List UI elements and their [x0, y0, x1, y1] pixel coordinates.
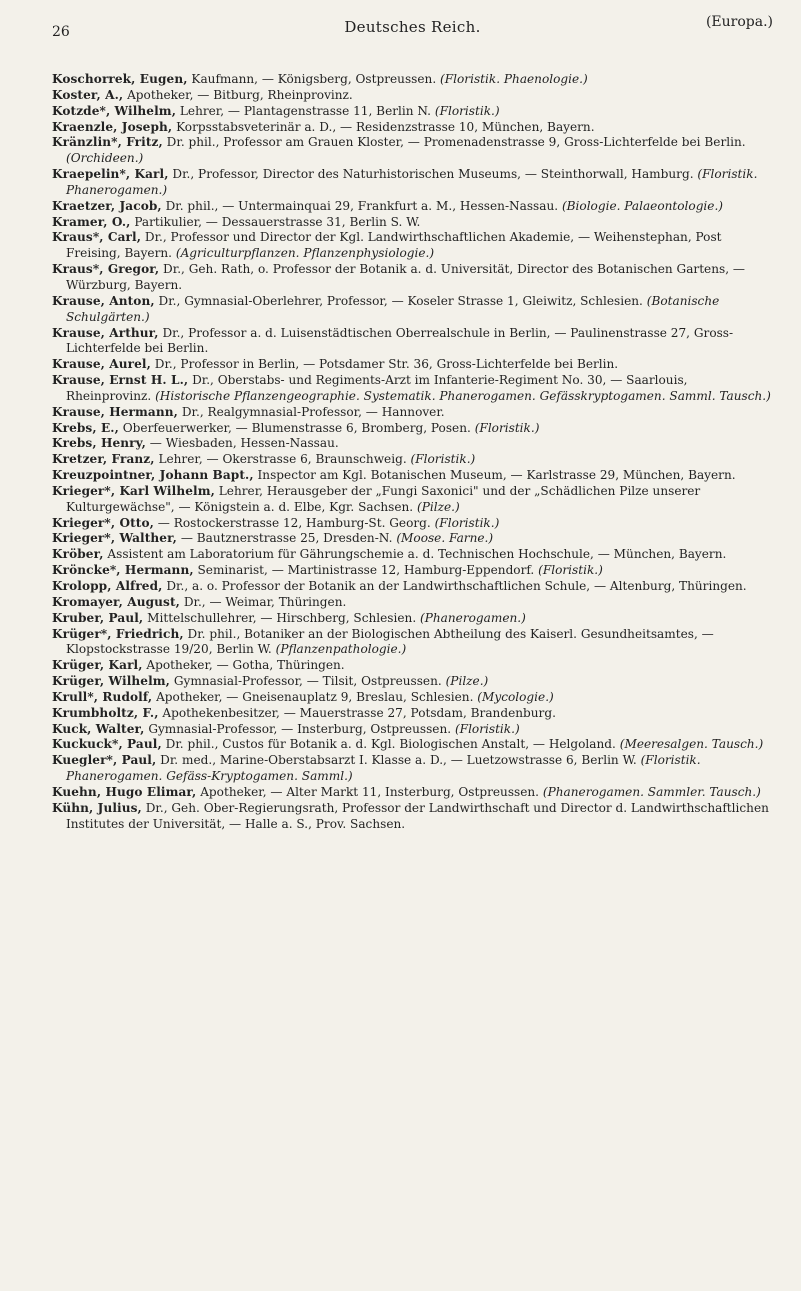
- directory-entry: [52, 785, 773, 801]
- entry-specialty: (Agriculturpflanzen. Pflanzenphysiologie.): [175, 246, 435, 261]
- entry-specialty: (Floristik.): [538, 563, 603, 578]
- directory-entry: [52, 436, 773, 452]
- entry-details: Dr., a. o. Professor der Botanik an der Landwirthschaftlichen Schule, — Altenburg, Thüringen.: [166, 579, 747, 593]
- entry-specialty: (Historische Pflanzengeographie. Systematik. Phanerogamen. Gefässkryptogamen. Samml. Tausch.): [155, 388, 771, 403]
- page-number: 26: [52, 24, 70, 40]
- entry-details: Partikulier, — Dessauerstrasse 31, Berlin S. W.: [134, 214, 421, 229]
- entry-specialty: (Floristik.): [454, 721, 520, 736]
- entry-name: Kraus*, Carl,: [52, 230, 142, 245]
- directory-entry: [52, 468, 773, 484]
- directory-entry: [52, 230, 773, 262]
- entry-details: Apothekenbesitzer, — Mauerstrasse 27, Potsdam, Brandenburg.: [162, 705, 556, 720]
- directory-entry: [52, 215, 773, 231]
- directory-entry: [52, 595, 773, 611]
- entry-details: Gymnasial-Professor, — Tilsit, Ostpreussen.: [173, 674, 442, 689]
- directory-entry: [52, 421, 773, 437]
- entry-details: Gymnasial-Professor, — Insterburg, Ostpreussen.: [148, 721, 452, 736]
- directory-entry: [52, 674, 773, 690]
- entry-name: Krause, Ernst H. L.,: [52, 373, 189, 388]
- entry-name: Krüger, Karl,: [52, 658, 143, 673]
- entry-details: Dr., Realgymnasial-Professor, — Hannover.: [181, 404, 445, 419]
- entry-name: Krebs, E.,: [52, 420, 119, 435]
- directory-entry: [52, 563, 773, 579]
- directory-entry: [52, 405, 773, 421]
- entry-name: Kuegler*, Paul,: [52, 753, 157, 768]
- entry-specialty: (Moose. Farne.): [396, 531, 494, 546]
- entry-name: Krüger*, Friedrich,: [52, 626, 184, 641]
- entry-details: Dr. phil., Botaniker an der Biologischen Abtheilung des Kaiserl. Gesundheitsamtes, — Klopstockstrasse 19/20, Berlin W.: [66, 626, 714, 657]
- entry-specialty: (Biologie. Palaeontologie.): [561, 198, 724, 213]
- entry-specialty: (Pflanzenpathologie.): [275, 642, 407, 657]
- entry-details: Assistent am Laboratorium für Gährungschemie a. d. Technischen Hochschule, — München, Bayern.: [107, 547, 727, 562]
- entry-specialty: (Orchideen.): [66, 151, 144, 166]
- entry-name: Kuckuck*, Paul,: [52, 737, 162, 752]
- entry-name: Kühn, Julius,: [52, 800, 142, 815]
- directory-entry: [52, 627, 773, 659]
- entry-details: — Rostockerstrasse 12, Hamburg-St. Georg.: [157, 515, 431, 530]
- directory-entry: [52, 737, 773, 753]
- entry-details: — Wiesbaden, Hessen-Nassau.: [149, 436, 339, 451]
- entry-name: Kreuzpointner, Johann Bapt.,: [52, 468, 254, 483]
- entry-name: Krieger*, Otto,: [52, 515, 154, 530]
- directory-entry: [52, 547, 773, 563]
- entry-specialty: (Floristik.): [434, 103, 500, 118]
- entry-name: Krause, Arthur,: [52, 325, 159, 340]
- entry-specialty: (Phanerogamen.): [420, 610, 526, 625]
- entry-details: Apotheker, — Gotha, Thüringen.: [146, 658, 345, 673]
- entry-name: Krause, Anton,: [52, 293, 155, 308]
- directory-entry: [52, 104, 773, 120]
- region-label: (Europa.): [705, 14, 773, 30]
- entry-specialty: (Floristik.): [434, 515, 500, 530]
- entry-details: — Bautznerstrasse 25, Dresden-N.: [180, 531, 393, 546]
- entry-specialty: (Botanische Schulgärten.): [66, 293, 720, 324]
- entry-specialty: (Floristik. Phanerogamen. Gefäss-Kryptogamen. Samml.): [66, 753, 701, 784]
- entry-name: Krumbholtz, F.,: [52, 705, 159, 720]
- entry-details: Dr. phil., — Untermainquai 29, Frankfurt a. M., Hessen-Nassau.: [165, 198, 559, 213]
- entry-name: Kruber, Paul,: [52, 610, 144, 625]
- entry-details: Dr., Geh. Rath, o. Professor der Botanik a. d. Universität, Director des Botanischen Gartens, — Würzburg, Bayern.: [66, 262, 745, 292]
- entry-name: Kretzer, Franz,: [52, 452, 155, 467]
- entry-details: Inspector am Kgl. Botanischen Museum, — Karlstrasse 29, München, Bayern.: [257, 468, 736, 483]
- directory-entry: [52, 326, 773, 358]
- entry-name: Krönckе*, Hermann,: [52, 563, 194, 578]
- entry-specialty: (Floristik. Phaenologie.): [440, 72, 588, 86]
- directory-entry: [52, 199, 773, 215]
- directory-entry: [52, 722, 773, 738]
- entry-name: Koster, A.,: [52, 87, 124, 102]
- entry-name: Krieger*, Walther,: [52, 531, 177, 546]
- directory-entry: [52, 72, 773, 88]
- running-title: Deutsches Reich.: [344, 18, 481, 36]
- entry-details: Dr., Professor in Berlin, — Potsdamer Str. 36, Gross-Lichterfelde bei Berlin.: [154, 357, 619, 372]
- entry-details: Dr., Gymnasial-Oberlehrer, Professor, — Koseler Strasse 1, Gleiwitz, Schlesien.: [158, 293, 643, 308]
- entry-name: Krebs, Henry,: [52, 436, 146, 451]
- directory-entry: [52, 706, 773, 722]
- entry-name: Koschorrek, Eugen,: [52, 72, 188, 86]
- directory-entry: [52, 294, 773, 326]
- directory-entry: [52, 801, 773, 833]
- entry-specialty: (Pilze.): [445, 674, 489, 689]
- directory-entry: [52, 373, 773, 405]
- entry-name: Kuehn, Hugo Elimar,: [52, 784, 197, 799]
- entry-details: Mittelschullehrer, — Hirschberg, Schlesien.: [147, 610, 417, 625]
- entry-details: Apotheker, — Bitburg, Rheinprovinz.: [127, 87, 353, 102]
- directory-entry: [52, 690, 773, 706]
- directory-entry: [52, 531, 773, 547]
- entry-specialty: (Floristik.): [474, 420, 540, 435]
- entry-details: Dr. phil., Professor am Grauen Kloster, — Promenadenstrasse 9, Gross-Lichterfelde bei Berlin.: [166, 135, 746, 150]
- entry-specialty: (Floristik. Phanerogamen.): [66, 167, 758, 197]
- entry-details: Lehrer, Herausgeber der „Fungi Saxonici" und der „Schädlichen Pilze unserer Kulturgewächse", — Königstein a. d. Elbe, Kgr. Sachsen.: [66, 483, 701, 514]
- entry-name: Kotzde*, Wilhelm,: [52, 103, 177, 118]
- directory-entry: [52, 658, 773, 674]
- directory-entry: [52, 262, 773, 294]
- directory-entry: [52, 753, 773, 785]
- entry-details: Apotheker, — Alter Markt 11, Insterburg, Ostpreussen.: [200, 784, 540, 799]
- entry-details: Lehrer, — Okerstrasse 6, Braunschweig.: [158, 452, 407, 467]
- directory-entry: [52, 452, 773, 468]
- entry-name: Kromayer, August,: [52, 594, 180, 609]
- entry-specialty: (Floristik.): [410, 452, 476, 467]
- entry-details: Apotheker, — Gneisenauplatz 9, Breslau, Schlesien.: [156, 689, 474, 704]
- directory-entries: [52, 72, 773, 833]
- entry-specialty: (Phanerogamen. Sammler. Tausch.): [542, 784, 761, 799]
- directory-entry: [52, 516, 773, 532]
- directory-entry: [52, 167, 773, 199]
- entry-name: Kuck, Walter,: [52, 721, 145, 736]
- entry-specialty: (Pilze.): [417, 499, 460, 514]
- entry-details: Kaufmann, — Königsberg, Ostpreussen.: [191, 72, 437, 86]
- entry-name: Kraetzer, Jacob,: [52, 198, 162, 213]
- directory-entry: [52, 611, 773, 627]
- entry-name: Kröber,: [52, 547, 104, 562]
- entry-details: Oberfeuerwerker, — Blumenstrasse 6, Bromberg, Posen.: [122, 420, 471, 435]
- entry-name: Krieger*, Karl Wilhelm,: [52, 483, 215, 498]
- entry-details: Dr., Professor und Director der Kgl. Landwirthschaftlichen Akademie, — Weihenstephan, Post Freising, Bayern.: [66, 230, 722, 261]
- entry-details: Seminarist, — Martinistrasse 12, Hamburg-Eppendorf.: [197, 563, 535, 578]
- entry-specialty: (Mycologie.): [477, 689, 554, 704]
- entry-details: Lehrer, — Plantagenstrasse 11, Berlin N.: [179, 103, 432, 118]
- directory-entry: [52, 135, 773, 167]
- entry-specialty: (Meeresalgen. Tausch.): [619, 737, 764, 752]
- entry-details: Dr., Professor, Director des Naturhistorischen Museums, — Steinthorwall, Hamburg.: [172, 167, 694, 182]
- entry-name: Krause, Aurel,: [52, 357, 151, 372]
- entry-name: Kraus*, Gregor,: [52, 262, 160, 277]
- entry-name: Kroloрр, Alfred,: [52, 579, 163, 593]
- entry-name: Kränzlin*, Fritz,: [52, 135, 163, 150]
- entry-name: Krull*, Rudolf,: [52, 689, 153, 704]
- directory-entry: [52, 579, 773, 595]
- entry-details: Dr., Geh. Ober-Regierungsrath, Professor der Landwirthschaft und Director d. Landwirthschaftlichen Institutes der Universität, — Halle a. S., Prov. Sachsen.: [66, 800, 769, 831]
- entry-name: Kraenzle, Joseph,: [52, 119, 173, 134]
- directory-entry: [52, 357, 773, 373]
- directory-entry: [52, 120, 773, 136]
- entry-details: Dr., — Weimar, Thüringen.: [183, 594, 347, 609]
- entry-details: Dr. phil., Custos für Botanik a. d. Kgl. Biologischen Anstalt, — Helgoland.: [165, 737, 616, 752]
- directory-entry: [52, 88, 773, 104]
- entry-details: Korpsstabsveterinär a. D., — Residenzstrasse 10, München, Bayern.: [176, 119, 595, 134]
- entry-details: Dr., Professor a. d. Luisenstädtischen Oberrealschule in Berlin, — Paulinenstrasse 27, Gross-Lichterfelde bei Berlin.: [66, 325, 734, 356]
- directory-entry: [52, 484, 773, 516]
- entry-name: Krüger, Wilhelm,: [52, 674, 170, 689]
- entry-name: Krause, Hermann,: [52, 404, 178, 419]
- entry-name: Kraepelin*, Karl,: [52, 167, 169, 182]
- page-header: [52, 14, 773, 46]
- entry-details: Dr., Oberstabs- und Regiments-Arzt im Infanterie-Regiment No. 30, — Saarlouis, Rheinprovinz.: [66, 373, 688, 403]
- entry-details: Dr. med., Marine-Oberstabsarzt I. Klasse a. D., — Luetzowstrasse 6, Berlin W.: [160, 753, 637, 768]
- entry-name: Kramer, O.,: [52, 214, 131, 229]
